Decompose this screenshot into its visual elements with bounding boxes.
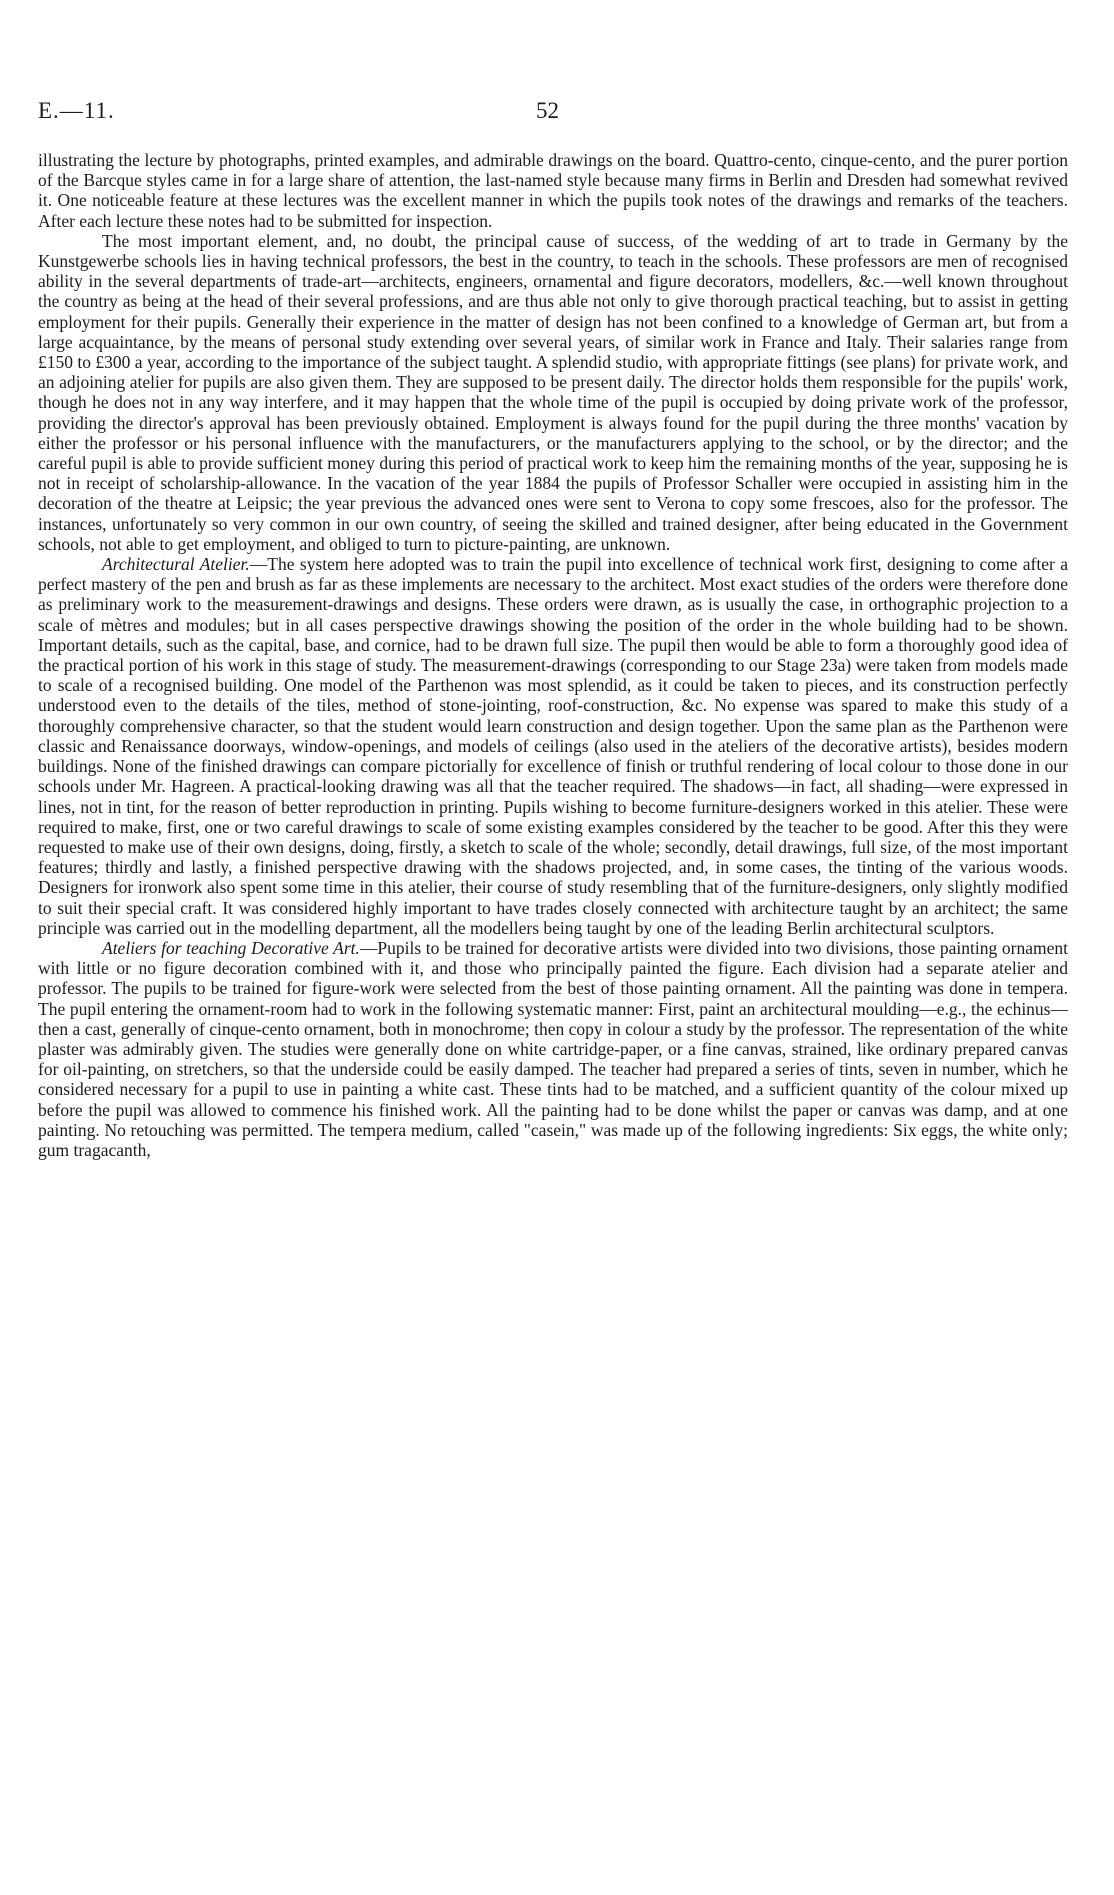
- paragraph-text: The most important element, and, no doubt, the principal cause of success, of the wedding of art to trade in Germany by the Kunstgewerbe schools lies in having technical professors, the best in the country, to teach in the schools. These professors are men of recognised ability in the several departments of trade-art—architects, engineers, ornamental and figure decorators, modellers, &c.—well known throughout the country as being at the head of their several professions, and are thus able not only to give thorough practical teaching, but to assist in getting employment for their pupils. Generally their experience in the matter of design has not been confined to a knowledge of German art, but from a large acquaintance, by the means of personal study extending over several years, of similar work in France and Italy. Their salaries range from £150 to £300 a year, according to the importance of the subject taught. A splendid studio, with appropriate fittings (see plans) for private work, and an adjoining atelier for pupils are also given them. They are supposed to be present daily. The director holds them responsible for the pupils' work, though he does not in any way interfere, and it may happen that the whole time of the pupil is occupied by doing private work of the professor, providing the director's approval has been previously obtained. Employment is always found for the pupil during the three months' vacation by either the professor or his personal influence with the manufacturers, or the manufacturers applying to the school, or by the director; and the careful pupil is able to provide sufficient money during this period of practical work to keep him the remaining months of the year, supposing he is not in receipt of scholarship-allowance. In the vacation of the year 1884 the pupils of Professor Schaller were occupied in assisting him in the decoration of the theatre at Leipsic; the year previous the advanced ones were sent to Verona to copy some frescoes, also for the professor. The instances, unfortunately so very common in our own country, of seeing the skilled and trained designer, after being educated in the Government schools, not able to get employment, and obliged to turn to picture-painting, are unknown.: [38, 230, 1068, 554]
- section-heading-decorative-art: Ateliers for teaching Decorative Art.: [102, 937, 360, 958]
- paragraph-text: —The system here adopted was to train the pupil into excellence of technical work first, designing to come after a perfect mastery of the pen and brush as far as these implements are necessary to the architect. Most exact studies of the orders were therefore done as preliminary work to the measurement-drawings and designs. These orders were drawn, as is usually the case, in orthographic projection to a scale of mètres and modules; but in all cases perspective drawings showing the position of the order in the whole building had to be shown. Important details, such as the capital, base, and cornice, had to be drawn full size. The pupil then would be able to form a thoroughly good idea of the practical portion of his work in this stage of study. The measurement-drawings (corresponding to our Stage 23a) were taken from models made to scale of a recognised building. One model of the Parthenon was most splendid, as it could be taken to pieces, and its construction perfectly understood even to the details of the tiles, method of stone-jointing, roof-construction, &c. No expense was spared to make this study of a thoroughly comprehensive character, so that the student would learn construction and design together. Upon the same plan as the Parthenon were classic and Renaissance doorways, window-openings, and models of ceilings (also used in the ateliers of the decorative artists), besides modern buildings. None of the finished drawings can compare pictorially for excellence of finish or truthful rendering of local colour to those done in our schools under Mr. Hagreen. A practical-looking drawing was all that the teacher required. The shadows—in fact, all shading—were expressed in lines, not in tint, for the reason of better reproduction in printing. Pupils wishing to become furniture-designers worked in this atelier. These were required to make, first, one or two careful drawings to scale of some existing examples considered by the teacher to be good. After this they were requested to make use of their own designs, doing, firstly, a sketch to scale of the whole; secondly, detail drawings, full size, of the most important features; thirdly and lastly, a finished perspective drawing with the shadows projected, and, in some cases, the tinting of the various woods. Designers for ironwork also spent some time in this atelier, their course of study resembling that of the furniture-designers, only slightly modified to suit their special craft. It was considered highly important to have trades closely connected with architecture taught by an architect; the same principle was carried out in the modelling department, all the modellers being taught by one of the leading Berlin architectural sculptors.: [38, 554, 1068, 938]
- page-header: [0, 98, 1114, 132]
- section-heading-architectural-atelier: Architectural Atelier.: [102, 554, 250, 575]
- paragraph-technical-professors: [38, 231, 1068, 554]
- paragraph-text: —Pupils to be trained for decorative artists were divided into two divisions, those painting ornament with little or no figure decoration combined with it, and those who principally painted the figure. Each division had a separate atelier and professor. The pupils to be trained for figure-work were selected from the best of those painting ornament. All the painting was done in tempera. The pupil entering the ornament-room had to work in the following systematic manner: First, paint an architectural moulding—e.g., the echinus—then a cast, generally of cinque-cento ornament, both in monochrome; then copy in colour a study by the professor. The representation of the white plaster was admirably given. The studies were generally done on white cartridge-paper, or a fine canvas, strained, like ordinary prepared canvas for oil-painting, on stretchers, so that the underside could be easily damped. The teacher had prepared a series of tints, seven in number, which he considered necessary for a pupil to use in painting a white cast. These tints had to be matched, and a sufficient quantity of the colour mixed up before the pupil was allowed to commence his finished work. All the painting had to be done whilst the paper or canvas was damp, and at one painting. No retouching was permitted. The tempera medium, called "casein," was made up of the following ingredients: Six eggs, the white only; gum tragacanth,: [38, 937, 1068, 1160]
- paragraph-lecture-continuation: [38, 150, 1068, 231]
- paragraph-decorative-art: [38, 938, 1068, 1160]
- body-text: [38, 150, 1068, 1160]
- page-number: 52: [536, 98, 559, 123]
- paragraph-architectural-atelier: [38, 554, 1068, 938]
- paragraph-text: illustrating the lecture by photographs, printed examples, and admirable drawings on the board. Quattro-cento, cinque-cento, and the purer portion of the Barcque styles came in for a large share of attention, the last-named style because many firms in Berlin and Dresden had somewhat revived it. One noticeable feature at these lectures was the excellent manner in which the pupils took notes of the drawings and remarks of the teachers. After each lecture these notes had to be submitted for inspection.: [38, 150, 1068, 231]
- document-code: E.—11.: [38, 98, 115, 123]
